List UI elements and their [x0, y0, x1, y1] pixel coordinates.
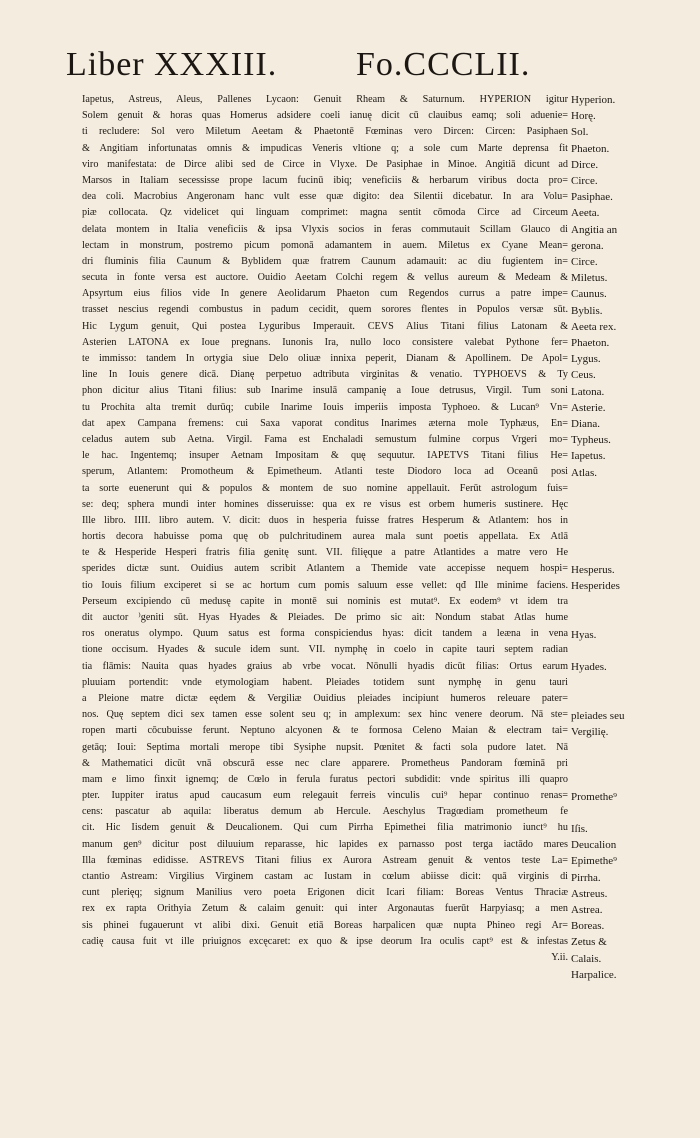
text-line: rex ex rapta Orithyia Zetum & calaim genuit: qui inter Argonautas fuerūt Harpyiasq; a men	[82, 903, 568, 915]
margin-note: Phaeton.	[571, 142, 610, 155]
header-folio-number: Fo.CCCLII.	[356, 46, 531, 83]
margin-note: Hyas.	[571, 628, 597, 641]
text-line: nos. Quę septem dici sex tamen esse solent seu q; in amplexum: sex hinc venere deorum. Nā ste=	[82, 709, 568, 721]
margin-note: Typheus.	[571, 434, 611, 447]
text-line: trasset nescius regendi combustus in padum cecidit, quem sorores flentes in Populos versæ sūt.	[82, 304, 568, 316]
margin-note: Circe.	[571, 175, 598, 187]
margin-note: Epimethe⁹	[571, 855, 617, 868]
text-line: tio Iouis filium exciperet si se ac hortum cum pomis saluum esse vellet: qđ Ille minime faciens.	[82, 579, 568, 591]
margin-note: Caunus.	[571, 288, 607, 301]
text-line: & Angitiam infortunatas omnis & impudicas Veneris vltione q; a sole cum Marte deprensa fit	[82, 142, 568, 154]
text-line: cit. Hic Iisdem genuit & Deucalionem. Qui cum Pirrha Epimethei filia matrimonio iunct⁹ hu	[82, 822, 568, 834]
margin-note: Asterie.	[571, 401, 606, 414]
text-line: viro manifestata: de Dirce alibi sed de Circe in Vlyxe. De Pasiphae in Minoe. Angitiā dicunt ad	[82, 158, 568, 170]
margin-note: Aeeta rex.	[571, 320, 617, 333]
text-line: & Mathematici dicūt vnā obscurā esse nec clare apparere. Prometheus Pandoram fœminā pri	[82, 757, 568, 769]
margin-note: Diana.	[571, 418, 601, 430]
text-line: ctantio Astream: Virgilius Virginem castam ac Iustam in cœlum abiisse dicit: quā virginis di	[82, 871, 568, 882]
text-line: line In Iouis genere dicā. Dianę perpetuo adtributa virginitas & venatio. TYPHOEVS & Ty	[82, 369, 568, 381]
margin-note: Zetus &	[571, 936, 607, 949]
margin-note: Promethe⁹	[571, 790, 617, 803]
margin-note: Astrea.	[571, 904, 603, 916]
text-line: hortis decora habuisse poma quę ob pulchritudinem aurea mala sunt poetis appellata. Ex Atlā	[82, 531, 568, 543]
text-line: Solem genuit & horas quas Homerus adsidere coeli ianuę dicit cū clauibus eamq; soli aduenie=	[82, 110, 568, 122]
text-line: celadus autem sub Aetna. Virgil. Fama est Enchaladi semustum fulmine corpus Vrgeri mo=	[82, 433, 568, 445]
text-line: se: deq; sphera mundi inter homines disseruisse: qua ex re visus est orbem humeris sustinere. Hęc	[82, 498, 568, 510]
main-text-column	[82, 92, 568, 966]
text-line: mam e limo finxit ignemq; de Cœlo in ferula furatus pectori subdidit: vnde spiritus illi quapro	[82, 773, 568, 785]
text-line: Perseum excipiendo cū medusę capite in montē sui nominis est mutat⁹. Ex eodem⁹ vt idem tra	[82, 595, 568, 607]
text-line: pluuiam portendit: vnde etymologiam habent. Pleiades totidem sunt nymphę in genu tauri	[82, 676, 568, 688]
margin-note: Circe.	[571, 256, 598, 268]
text-line: ropen marti cōcubuisse ferunt. Neptuno alcyonen & te formosa Celeno Maian & electram tai=	[82, 725, 568, 737]
margin-note: Iſis.	[571, 823, 588, 835]
text-line: sis phinei fugauerunt vt alibi dixi. Genuit etiā Boreas harpalicen quæ nupta Phineo regi Ar=	[82, 919, 568, 931]
margin-note: gerona.	[571, 239, 604, 252]
margin-note: Ceus.	[571, 369, 596, 382]
text-line: Marsos in Italiam secessisse prope lacum fucinū ibiq; veneficiis & herbarum viribus docta pro=	[82, 174, 568, 186]
text-line: le hac. Ingentemq; insuper Aetnam Impositam & quę sequutur. IAPETVS Titani filius He=	[82, 450, 568, 462]
text-line: delata montem in Italia veneficiis & ipsa Vlyxis socios in feras commutauit Scillam Glauco di	[82, 223, 568, 235]
margin-note: Miletus.	[571, 272, 608, 285]
margin-note: Hyperion.	[571, 94, 616, 106]
margin-note: Pasiphae.	[571, 191, 613, 204]
text-line: cadię causa fuit vt ille priuignos excęcaret: ex quo & ipse deorum Ira oculis capt⁹ est & infestas	[82, 935, 568, 947]
margin-note: Hesperides	[571, 580, 620, 592]
margin-note: Harpalice.	[571, 968, 617, 981]
text-line: phon dicitur alius Titani filius: sub Inarime insulā campanię a Ioue detrusus, Virgil. Tum soni	[82, 385, 568, 397]
text-line: te & Hesperide Hesperi fratris filia genitę sunt. VII. filięque a patre Atlantides a matre vero He	[82, 547, 568, 559]
text-line: Asterien LATONA ex Ioue pregnans. Iunonis Ira, nullo loco consistere valebat Pythone fer=	[82, 336, 568, 348]
margin-note: Hesperus.	[571, 563, 615, 576]
text-line: Ille libro. IIII. libro autem. V. dicit: duos in hesperia fuisse fratres Hesperum & Atlantem: hos in	[82, 514, 568, 526]
margin-note: Angitia an	[571, 223, 618, 236]
text-line: sperides dictæ sunt. Ouidius autem scribit Atlantem a Themide vate accepisse nequem hospi=	[82, 563, 568, 575]
margin-note: Deucalion	[571, 839, 617, 852]
text-line: Iapetus, Astreus, Aleus, Pallenes Lycaon: Genuit Rheam & Saturnum. HYPERION igitur	[82, 94, 568, 105]
text-line: dri fluminis filia Caunum & Byblidem quæ fratrem Caunum adamauit: ac diu fugientem in=	[82, 255, 568, 267]
text-line: cens: pascatur ab aquila: liberatus demum ab Hercule. Aeschylus Tragœdiam prometheum fe	[82, 806, 568, 818]
text-line: ros oneratus olympo. Quum satus est forma conspiciendus hyas: dicit tandem a leæna in vena	[82, 628, 568, 640]
header-book-number: Liber XXXIII.	[66, 46, 278, 83]
margin-note: Iapetus.	[571, 450, 606, 463]
text-line: secuta in fonte versa est auctore. Ouidio Aeetam Colchi regem & vellus aureum & Medeam &	[82, 272, 568, 284]
text-line: a Pleione matre dictæ eędem & Vergiliæ Ouidius pleiades incipiunt humeros releuare pater=	[82, 692, 568, 704]
text-line: tu Prochita alta tremit durūq; cubile Inarime Iouis imperiis imposta Typhoeo. & Lucan⁹ Vn=	[82, 401, 568, 413]
margin-note: Aeeta.	[571, 207, 600, 220]
margin-note: Astreus.	[571, 887, 608, 900]
signature-mark: Y.ii.	[551, 951, 568, 963]
text-line: lectam in monstrum, postremo picum pomonā adamantem in auem. Miletus ex Cyane Mean=	[82, 239, 568, 251]
margin-note: Horę.	[571, 110, 596, 123]
margin-note: Phaeton.	[571, 337, 610, 349]
text-line: dea coli. Macrobius Angeronam hanc vult esse quæ digito: dea Silentii dicebatur. In ara Volu=	[82, 191, 568, 203]
margin-note: Dirce.	[571, 158, 599, 171]
text-line: getāq; Ioui: Septima mortali merope tibi Sysiphe nupsit. Pœnitet & facti sola pudore latet. Nā	[82, 741, 568, 753]
margin-note: Pirrha.	[571, 871, 601, 884]
margin-note: Atlas.	[571, 466, 597, 479]
text-line: dit auctor ⁾geniti sūt. Hyas Hyades & Pleiades. De primo sic ait: Nondum stabat Atlas hume	[82, 612, 568, 623]
text-line: ti recludere: Sol vero Miletum Aeetam & Phaetontē Fœminas vero Dircen: Circen: Pasiphaen	[82, 126, 568, 138]
text-line: sperum, Atlantem: Promotheum & Epimetheum. Atlanti teste Diodoro loca ad Oceanū posi	[82, 466, 568, 478]
margin-note: Lygus.	[571, 353, 601, 366]
text-line: tione occisum. Hyades & sucule idem sunt. VII. nymphę in coelo in capite tauri septem radian	[82, 644, 568, 656]
running-header	[66, 46, 586, 92]
text-line: Hic Lygum genuit, Qui postea Lyguribus Imperauit. CEVS Alius Titani filius Latonam &	[82, 320, 568, 332]
text-line: te immisso: tandem In ortygia siue Delo oliuæ innixa peperit, Dianam & Apollinem. De Apol=	[82, 353, 568, 364]
margin-note: Calais.	[571, 952, 602, 965]
margin-note: Sol.	[571, 126, 589, 139]
margin-note: Byblis.	[571, 304, 603, 317]
text-line: manum gen⁹ dicitur post diluuium reparasse, hic lapides ex parnasso post terga iactādo mares	[82, 838, 568, 850]
text-line: piæ collocata. Qz videlicet qui linguam comprimet: magna sentit cōmoda Circe ad Circeum	[82, 207, 568, 219]
text-line: tia flāmis: Nauita quas hyades graius ab vrbe vocat. Nōnulli hyadis dicūt filias: Ortus earum	[82, 660, 568, 672]
text-line: ta sorte euenerunt qui & populos & montem de suo nomine appellauit. Ferūt astrologum fuis=	[82, 482, 568, 494]
text-line: Apsyrtum eius filios vide In genere Aeolidarum Phaeton cum Regendos currus a patre impe=	[82, 288, 568, 300]
margin-note: Vergilię.	[571, 725, 609, 738]
text-line: cunt plerięq; signum Manilius vero poeta Erigonen dicit Icari filiam: Boreas Ventus Thraciæ	[82, 887, 568, 899]
margin-note: pleiades seu	[571, 709, 625, 722]
text-line: dat apex Campana fremens: cui Saxa vaporat conditus Inarimes æterna mole Typhæus, En=	[82, 417, 568, 429]
margin-note: Latona.	[571, 385, 605, 398]
margin-note: Boreas.	[571, 920, 605, 933]
margin-note: Hyades.	[571, 661, 607, 673]
text-line: Illa fœminas edidisse. ASTREVS Titani filius ex Aurora Astream genuit & ventos teste La=	[82, 854, 568, 866]
text-line: pter. Iuppiter iratus apud caucasum eum relegauit ferreis vinculis cui⁹ hepar continuo renas=	[82, 790, 568, 802]
